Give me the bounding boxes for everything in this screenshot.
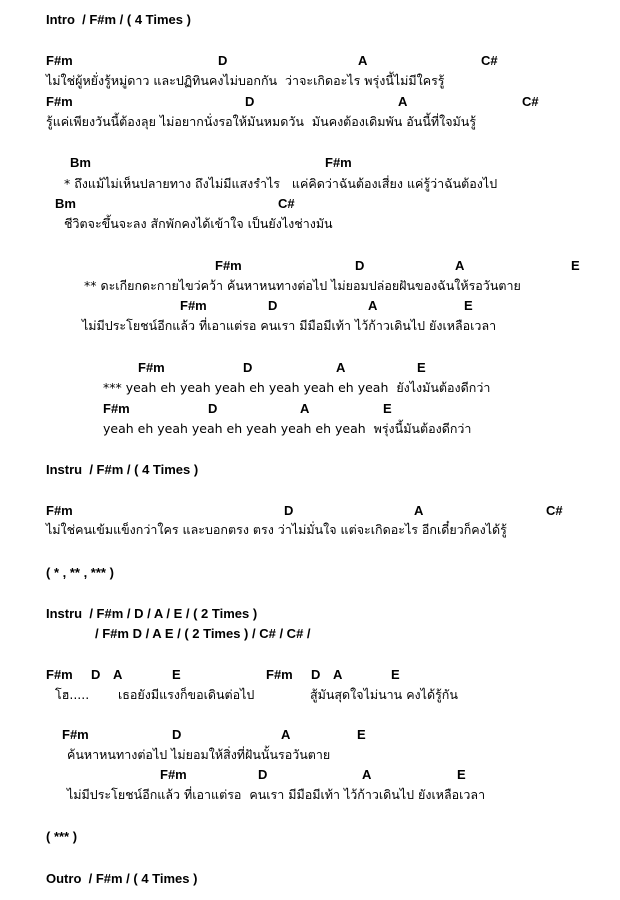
chord: A: [414, 503, 424, 518]
chord: D: [284, 503, 294, 518]
chord: A: [113, 667, 123, 682]
chord: F#m: [46, 94, 73, 109]
lyric-line: ไม่ใช่คนเข้มแข็งกว่าใคร และบอกตรง ตรง ว่าไม่มั่นใจ แต่จะเกิดอะไร อีกเดี๋ยวก็คงได้รู้: [46, 522, 507, 537]
repeat-marker: ( * , ** , *** ): [46, 565, 114, 580]
chord: F#m: [62, 727, 89, 742]
lyric-line: ค้นหาหนทางต่อไป ไม่ยอมให้สิ่งที่ฝันนั้นรอวันตาย: [67, 747, 331, 762]
lyric-line: * ถึงแม้ไม่เห็นปลายทาง ถึงไม่มีแสงรำไร แค่คิดว่าฉันต้องเสี่ยง แค่รู้ว่าฉันต้องไป: [64, 176, 498, 191]
chord: A: [368, 298, 378, 313]
repeat-marker: ( *** ): [46, 829, 78, 844]
chord: F#m: [215, 258, 242, 273]
chord: E: [383, 401, 392, 416]
instru-line: / F#m D / A E / ( 2 Times ) / C# / C# /: [95, 626, 311, 641]
chord: A: [455, 258, 465, 273]
lyric-fragment: โฮ.....: [55, 687, 90, 702]
chord: Bm: [70, 155, 91, 170]
chord: C#: [278, 196, 295, 211]
chord: D: [243, 360, 253, 375]
chord: F#m: [138, 360, 165, 375]
lyric-line: ** ดะเกียกดะกายไขว่คว้า ค้นหาหนทางต่อไป ไม่ยอมปล่อยฝันของฉันให้รอวันตาย: [84, 278, 521, 293]
chord: F#m: [180, 298, 207, 313]
outro-line: Outro / F#m / ( 4 Times ): [46, 871, 198, 886]
chord: F#m: [266, 667, 293, 682]
chord: D: [172, 727, 182, 742]
chord: F#m: [325, 155, 352, 170]
chord: A: [281, 727, 291, 742]
chord: A: [362, 767, 372, 782]
chord: F#m: [46, 667, 73, 682]
lyric-line: รู้แค่เพียงวันนี้ต้องลุย ไม่อยากนั่งรอให้มันหมดวัน มันคงต้องเดิมพัน อันนี้ที่ใจมันรู้: [46, 114, 477, 129]
chord: F#m: [160, 767, 187, 782]
lyric-line: ไม่มีประโยชน์อีกแล้ว ที่เอาแต่รอ คนเรา มีมือมีเท้า ไว้ก้าวเดินไป ยังเหลือเวลา: [67, 787, 486, 802]
chord: D: [208, 401, 218, 416]
chord: E: [417, 360, 426, 375]
chord: A: [358, 53, 368, 68]
chord: D: [91, 667, 101, 682]
chord: D: [311, 667, 321, 682]
chord: E: [571, 258, 580, 273]
instru-line: Instru / F#m / ( 4 Times ): [46, 462, 199, 477]
chord: C#: [522, 94, 539, 109]
chord: E: [391, 667, 400, 682]
lyric-line: *** yeah eh yeah yeah eh yeah yeah eh yeah ยังไงมันต้องดีกว่า: [103, 380, 491, 395]
chord: D: [268, 298, 278, 313]
intro-line: Intro / F#m / ( 4 Times ): [46, 12, 191, 27]
chord: F#m: [46, 53, 73, 68]
lyric-fragment: สู้มันสุดใจไม่นาน คงได้รู้กัน: [310, 687, 458, 702]
lyric-line: ชีวิตจะขึ้นจะลง สักพักคงได้เข้าใจ เป็นยังไงช่างมัน: [64, 216, 333, 231]
chord: D: [245, 94, 255, 109]
chord: A: [398, 94, 408, 109]
chord: E: [357, 727, 366, 742]
chord: D: [258, 767, 268, 782]
chord: A: [333, 667, 343, 682]
chord: E: [464, 298, 473, 313]
chord: C#: [546, 503, 563, 518]
lyric-line: yeah eh yeah yeah eh yeah yeah eh yeah พรุ่งนี้มันต้องดีกว่า: [103, 421, 472, 436]
chord: E: [457, 767, 466, 782]
chord: C#: [481, 53, 498, 68]
instru-line: Instru / F#m / D / A / E / ( 2 Times ): [46, 606, 258, 621]
chord: A: [336, 360, 346, 375]
chord: Bm: [55, 196, 76, 211]
chord: D: [355, 258, 365, 273]
chord: D: [218, 53, 228, 68]
chord: E: [172, 667, 181, 682]
chord: F#m: [103, 401, 130, 416]
lyric-fragment: เธอยังมีแรงก็ขอเดินต่อไป: [118, 687, 255, 702]
chord: F#m: [46, 503, 73, 518]
chord: A: [300, 401, 310, 416]
lyric-line: ไม่ใช่ผู้หยั่งรู้หมู่ดาว และปฏิทินคงไม่บอกกัน ว่าจะเกิดอะไร พรุ่งนี้ไม่มีใครรู้: [46, 73, 445, 88]
lyric-line: ไม่มีประโยชน์อีกแล้ว ที่เอาแต่รอ คนเรา มีมือมีเท้า ไว้ก้าวเดินไป ยังเหลือเวลา: [82, 318, 497, 333]
